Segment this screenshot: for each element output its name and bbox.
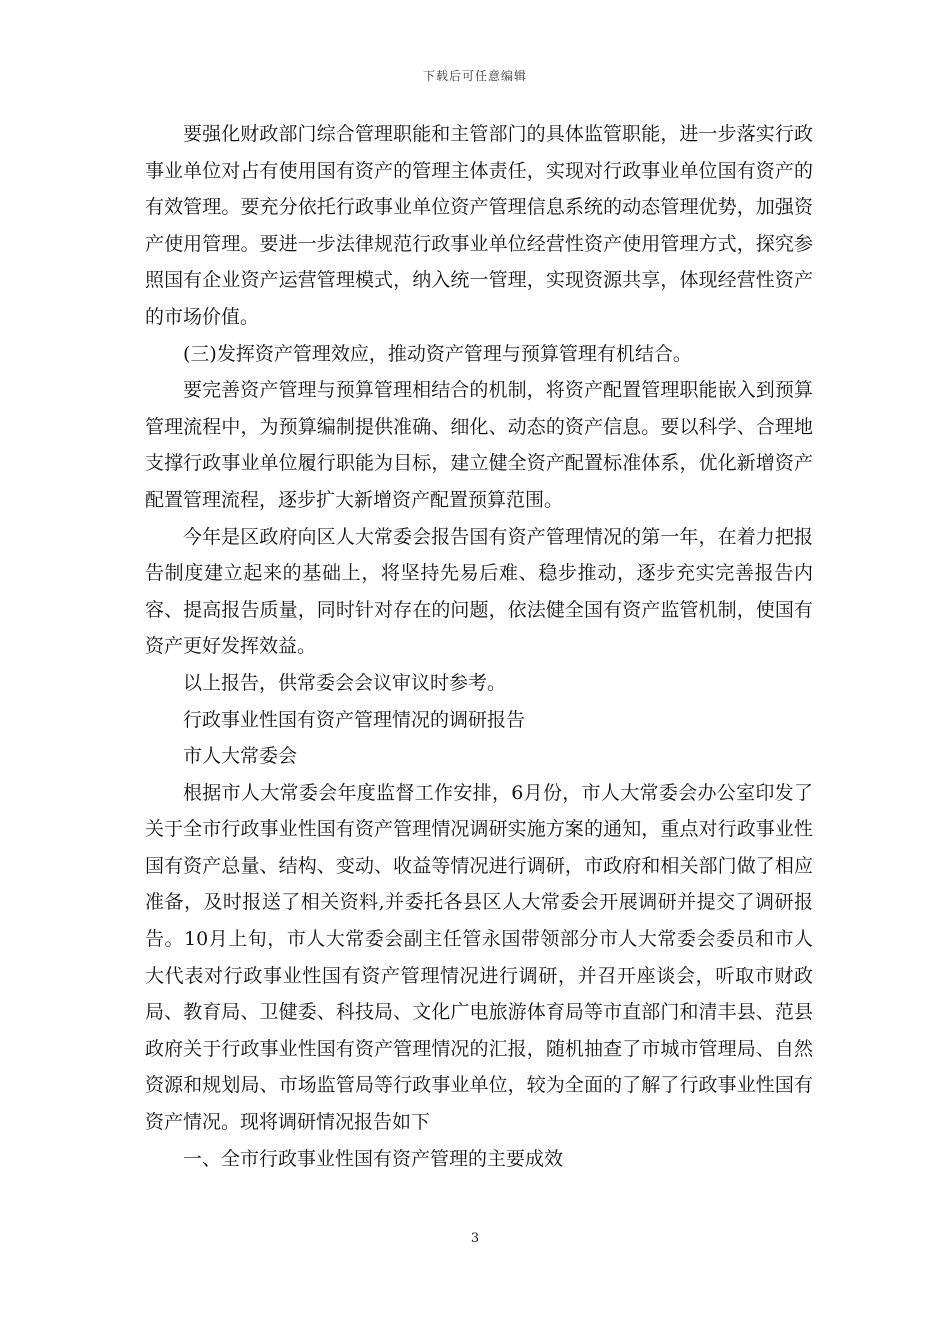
section-heading-1: 一、全市行政事业性国有资产管理的主要成效 — [183, 1147, 564, 1170]
paragraph-survey-background: 根据市人大常委会年度监督工作安排，6月份，市人大常委会办公室印发了关于全市行政事业性国有资产管理情况调研实施方案的通知，重点对行政事业性国有资产总量、结构、变动、收益等情况进行调研，市政府和相关部门做了相应准备，及时报送了相关资料,并委托各县区人大常委会开展调研并提交了调研报告。10月上旬，市人大常委会副主任管永国带领部分市人大常委会委员和市人大代表对行政事业性国有资产管理情况进行调研，并召开座谈会，听取市财政局、教育局、卫健委、科技局、文化广电旅游体育局等市直部门和清丰县、范县政府关于行政事业性国有资产管理情况的汇报，随机抽查了市城市管理局、自然资源和规划局、市场监管局等行政事业单位，较为全面的了解了行政事业性国有资产情况。现将调研情况报告如下 — [145, 781, 813, 1134]
paragraph-supervision-duties: 要强化财政部门综合管理职能和主管部门的具体监管职能，进一步落实行政事业单位对占有使用国有资产的管理主体责任，实现对行政事业单位国有资产的有效管理。要充分依托行政事业单位资产管理信息系统的动态管理优势，加强资产使用管理。要进一步法律规范行政事业单位经营性资产使用管理方式，探究参照国有企业资产运营管理模式，纳入统一管理，实现资源共享，体现经营性资产的市场价值。 — [145, 123, 813, 328]
report-title: 行政事业性国有资产管理情况的调研报告 — [183, 708, 526, 731]
paragraph-budget-integration: 要完善资产管理与预算管理相结合的机制，将资产配置管理职能嵌入到预算管理流程中，为预算编制提供准确、细化、动态的资产信息。要以科学、合理地支撑行政事业单位履行职能为目标，建立健全资产配置标准体系，优化新增资产配置管理流程，逐步扩大新增资产配置预算范围。 — [145, 379, 813, 511]
paragraph-report-closing: 以上报告，供常委会会议审议时参考。 — [183, 671, 507, 694]
page-number: 3 — [470, 1231, 480, 1246]
paragraph-first-year-report: 今年是区政府向区人大常委会报告国有资产管理情况的第一年，在着力把报告制度建立起来的基础上，将坚持先易后难、稳步推动，逐步充实完善报告内容、提高报告质量，同时针对存在的问题，依法健全国有资产监管机制，使国有资产更好发挥效益。 — [145, 525, 813, 658]
section-heading-3: (三)发挥资产管理效应，推动资产管理与预算管理有机结合。 — [183, 342, 692, 365]
document-body — [145, 116, 813, 1177]
report-addressee: 市人大常委会 — [183, 745, 298, 768]
page-header: 下载后可任意编辑 — [422, 69, 527, 83]
